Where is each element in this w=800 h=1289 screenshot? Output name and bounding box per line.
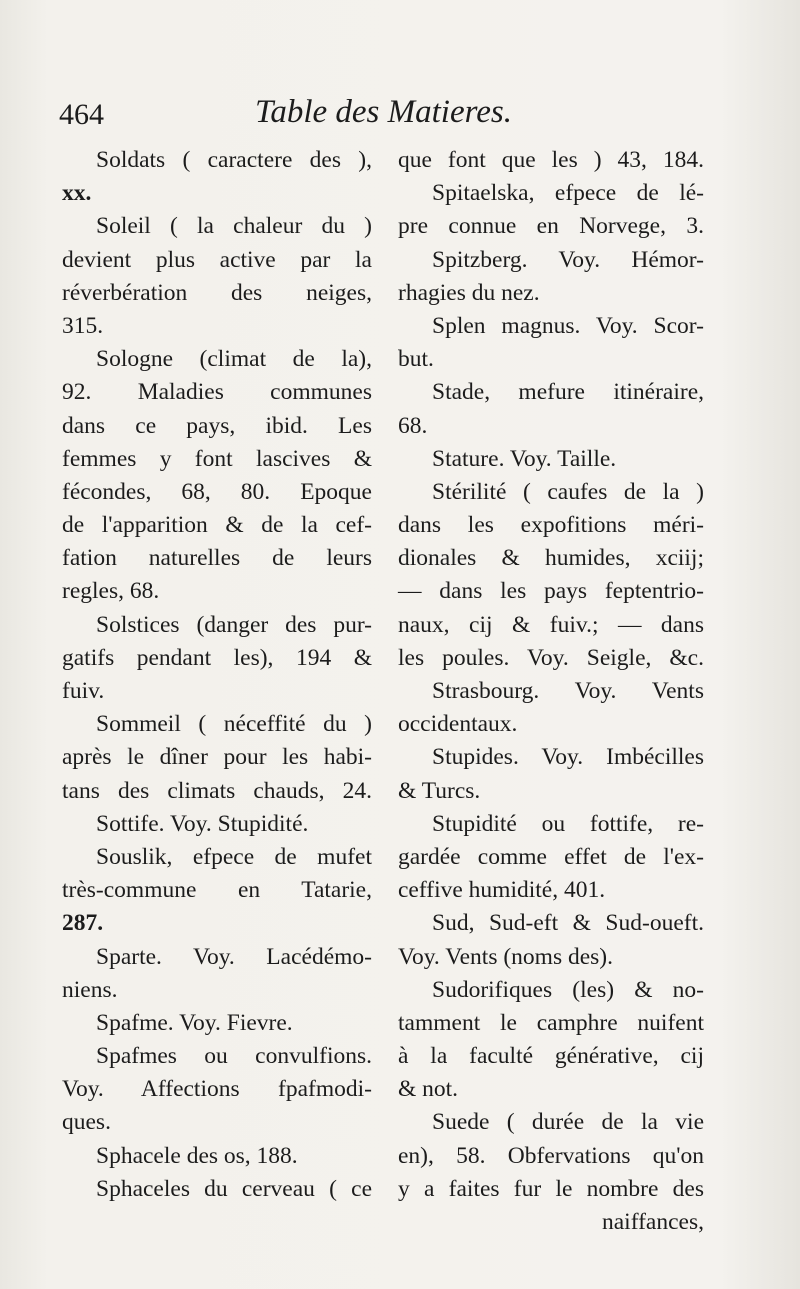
index-line: Sologne (climat de la), [96,346,372,373]
index-line: Voy. Affections fpafmodi- [62,1076,372,1103]
index-line: dionales & humides, xciij; [398,545,704,572]
index-line: ques. [62,1109,111,1136]
index-line: Stupidité ou fottife, re- [432,810,704,837]
index-line: Sud, Sud-eft & Sud-oueft. [432,910,704,937]
index-line: à la faculté générative, cij [398,1043,704,1070]
index-column-right [398,144,704,1239]
index-line: Sudorifiques (les) & no- [432,976,704,1003]
index-line: Solstices (danger des pur- [96,611,372,638]
index-line: naiffances, [602,1209,704,1235]
index-line: Sparte. Voy. Lacédémo- [96,943,372,970]
index-line: 315. [62,312,104,339]
index-line: Stupides. Voy. Imbécilles [432,744,704,771]
index-line: ceffive humidité, 401. [398,877,606,904]
index-line: Souslik, efpece de mufet [96,843,372,870]
index-line: Stature. Voy. Taille. [432,445,617,472]
index-line: niens. [62,976,118,1003]
index-line: 92. Maladies communes [62,379,372,406]
index-line: Spafme. Voy. Fievre. [96,1009,293,1036]
index-line: 68. [398,412,428,439]
index-line: dans les expofitions méri- [398,512,704,539]
index-line: tamment le camphre nuifent [398,1009,704,1036]
page-header [55,92,775,142]
index-line: gatifs pendant les), 194 & [62,644,372,671]
index-line: après le dîner pour les habi- [62,744,372,771]
index-line: Sottife. Voy. Stupidité. [96,810,309,837]
index-line: & not. [398,1076,459,1103]
index-line: pre connue en Norvege, 3. [398,213,704,240]
index-line: fation naturelles de leurs [62,545,372,572]
index-line: rhagies du nez. [398,279,540,306]
index-line: Spitzberg. Voy. Hémor- [432,246,704,273]
running-title: Table des Matieres. [255,94,512,130]
index-line: fuiv. [62,678,105,704]
index-line: en), 58. Obfervations qu'on [398,1142,704,1169]
index-line: fécondes, 68, 80. Epoque [62,478,372,505]
index-column-left [62,144,372,1206]
index-line: Soleil ( la chaleur du ) [96,213,372,240]
index-line: de l'apparition & de la cef- [62,512,372,539]
index-line: regles, 68. [62,578,160,605]
index-line: but. [398,346,434,373]
index-line: — dans les pays feptentrio- [398,578,704,605]
index-line: Stade, mefure itinéraire, [432,379,704,406]
index-line: occidentaux. [398,711,518,738]
index-line: naux, cij & fuiv.; — dans [398,611,704,638]
index-line: tans des climats chauds, 24. [62,777,372,804]
index-line: devient plus active par la [62,246,372,273]
index-line: Soldats ( caractere des ), [96,147,372,173]
index-line: Suede ( durée de la vie [432,1109,704,1136]
index-line: gardée comme effet de l'ex- [398,843,704,870]
index-line: les poules. Voy. Seigle, &c. [398,644,704,671]
index-line: Voy. Vents (noms des). [398,943,613,970]
index-line: que font que les ) 43, 184. [398,147,704,173]
index-line: Stérilité ( caufes de la ) [432,478,704,505]
page-number: 464 [59,98,104,131]
index-line: Strasbourg. Voy. Vents [432,678,704,704]
index-line: xx. [62,180,92,207]
index-line: Splen magnus. Voy. Scor- [432,312,704,339]
index-line: & Turcs. [398,777,481,804]
index-line: réverbération des neiges, [62,279,372,306]
index-line: Sommeil ( néceffité du ) [96,711,372,738]
index-line: femmes y font lascives & [62,445,372,472]
index-line: Sphaceles du cerveau ( ce [96,1175,372,1202]
index-line: y a faites fur le nombre des [398,1175,704,1202]
index-line: dans ce pays, ibid. Les [62,412,372,439]
index-line: Spitaelska, efpece de lé- [432,180,704,207]
index-line: Sphacele des os, 188. [96,1142,298,1169]
index-line: très-commune en Tatarie, [62,877,372,904]
index-line: 287. [62,910,104,937]
index-line: Spafmes ou convulfions. [96,1043,372,1070]
